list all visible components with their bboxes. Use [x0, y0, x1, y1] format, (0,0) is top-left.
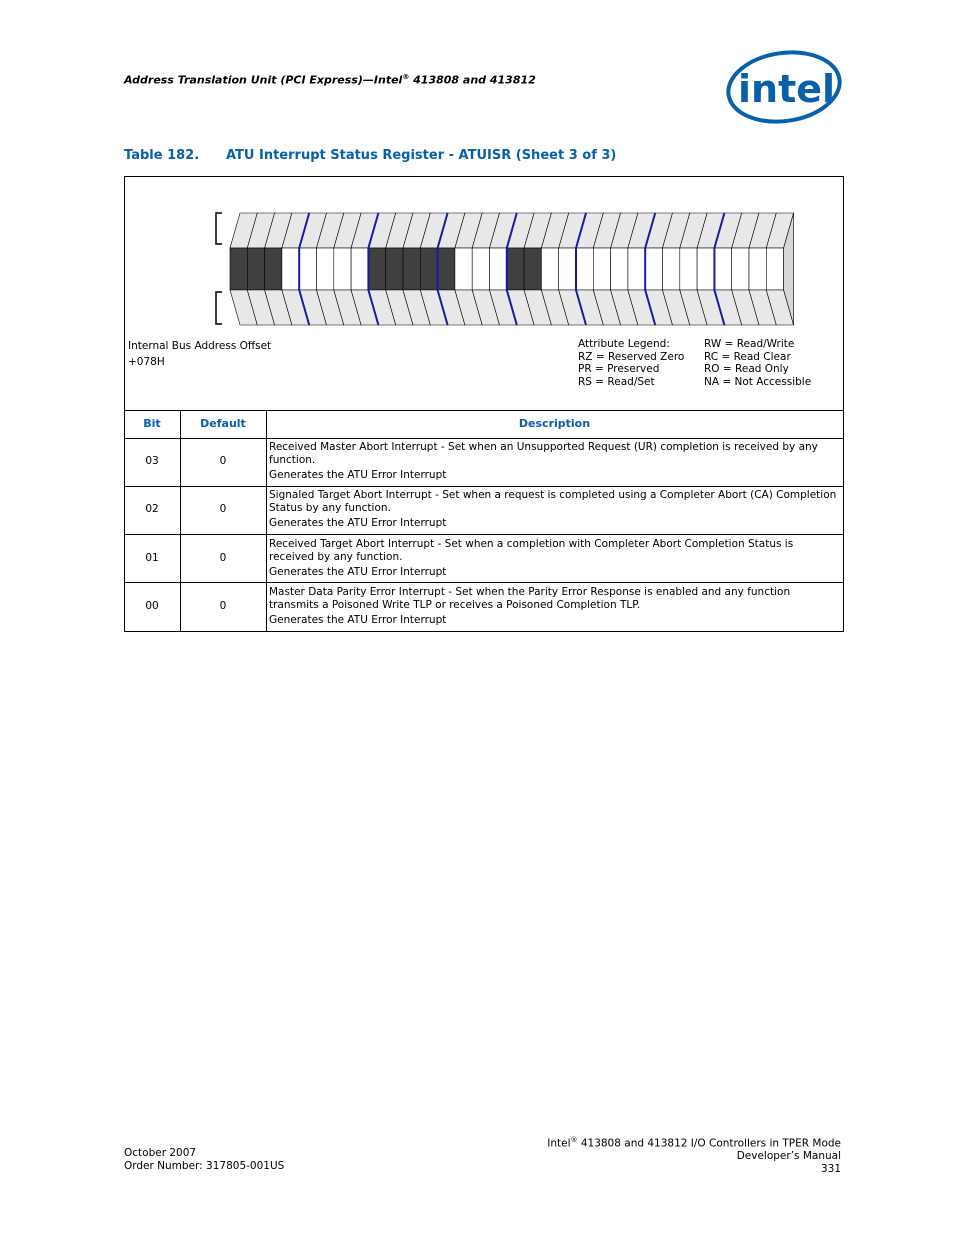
bit-cell — [368, 248, 385, 290]
legend-item: NA = Not Accessible — [704, 376, 812, 389]
column-header-description: Description — [518, 417, 591, 430]
bit-cell — [386, 248, 403, 290]
table-caption — [124, 148, 616, 163]
bit-cell — [334, 248, 351, 290]
legend-item: PR = Preserved — [578, 363, 660, 376]
register-bit-diagram — [212, 210, 802, 330]
svg-text:intel: intel — [738, 67, 836, 111]
bit-cell — [507, 248, 524, 290]
row-default: 0 — [219, 552, 227, 564]
row-default: 0 — [219, 455, 227, 467]
bit-cell — [299, 248, 316, 290]
table-rule — [180, 410, 181, 631]
bit-cell — [351, 248, 368, 290]
bit-cell — [576, 248, 593, 290]
table-number: Table 182. — [124, 148, 200, 163]
table-rule — [266, 410, 267, 631]
page-header-title: Address Translation Unit (PCI Express)—Intel® 413808 and 413812 — [124, 73, 536, 87]
row-bit: 03 — [145, 455, 159, 467]
bit-cell — [559, 248, 576, 290]
row-description: Master Data Parity Error Interrupt - Set when the Parity Error Response is enabled and any function transmits a Poisoned Write TLP or receives a Poisoned Completion TLP. Generates the ATU Error Interrupt — [269, 586, 791, 626]
bit-cell — [714, 248, 731, 290]
footer-product: Intel® 413808 and 413812 I/O Controllers in TPER Mode — [547, 1136, 841, 1150]
bracket-bottom — [216, 292, 222, 324]
bit-cell — [455, 248, 472, 290]
table-rule — [124, 410, 843, 411]
row-bit: 01 — [145, 552, 159, 564]
bit-cell — [749, 248, 766, 290]
bit-cell — [282, 248, 299, 290]
bit-cell — [766, 248, 783, 290]
row-description: Received Target Abort Interrupt - Set when a completion with Completer Abort Completion Status is received by any function. Generates the ATU Error Interrupt — [269, 538, 794, 578]
bit-cell — [247, 248, 264, 290]
address-offset-value: +078H — [128, 356, 165, 368]
row-bit: 00 — [145, 600, 159, 612]
bit-cell — [541, 248, 558, 290]
row-default: 0 — [219, 503, 227, 515]
bit-cell — [403, 248, 420, 290]
bit-cell — [472, 248, 489, 290]
bit-cell — [697, 248, 714, 290]
footer-left — [124, 1147, 284, 1172]
footer-manual: Developer’s Manual — [736, 1150, 841, 1162]
bit-cell — [663, 248, 680, 290]
legend-item: RZ = Reserved Zero — [578, 350, 685, 363]
column-header-default: Default — [200, 417, 246, 430]
footer-right — [547, 1134, 841, 1175]
table-rule — [124, 438, 843, 439]
row-description: Received Master Abort Interrupt - Set when an Unsupported Request (UR) completion is received by any function. Generates the ATU Error Interrupt — [269, 441, 818, 481]
footer-page-number: 331 — [820, 1162, 841, 1175]
bit-cell — [524, 248, 541, 290]
table-title: ATU Interrupt Status Register - ATUISR (Sheet 3 of 3) — [226, 148, 617, 163]
column-header-bit: Bit — [143, 417, 161, 430]
footer-date: October 2007 — [124, 1147, 197, 1159]
bit-cell — [680, 248, 697, 290]
legend-item: RO = Read Only — [704, 363, 789, 376]
bit-cell — [420, 248, 437, 290]
row-bit: 02 — [145, 503, 159, 515]
bit-cell — [593, 248, 610, 290]
intel-logo — [722, 50, 844, 128]
bit-cell — [490, 248, 507, 290]
legend-item: RW = Read/Write — [704, 338, 795, 350]
bit-cell — [230, 248, 247, 290]
table-rule — [124, 486, 843, 487]
bracket-top — [216, 213, 222, 244]
bit-cell — [645, 248, 662, 290]
bit-cell — [317, 248, 334, 290]
address-offset-label: Internal Bus Address Offset — [128, 340, 272, 352]
bit-cell — [438, 248, 455, 290]
footer-order-number: Order Number: 317805-001US — [124, 1159, 285, 1172]
bit-cell — [628, 248, 645, 290]
table-rule — [124, 534, 843, 535]
legend-item: Attribute Legend: — [578, 338, 670, 350]
legend-item: RS = Read/Set — [578, 376, 655, 389]
bit-cell — [611, 248, 628, 290]
legend-item: RC = Read Clear — [704, 350, 791, 363]
row-description: Signaled Target Abort Interrupt - Set when a request is completed using a Completer Abort (CA) Completion Status by any function. Generates the ATU Error Interrupt — [269, 489, 837, 529]
bit-cell — [265, 248, 282, 290]
row-default: 0 — [219, 600, 227, 612]
table-rule — [124, 582, 843, 583]
bit-cell — [732, 248, 749, 290]
